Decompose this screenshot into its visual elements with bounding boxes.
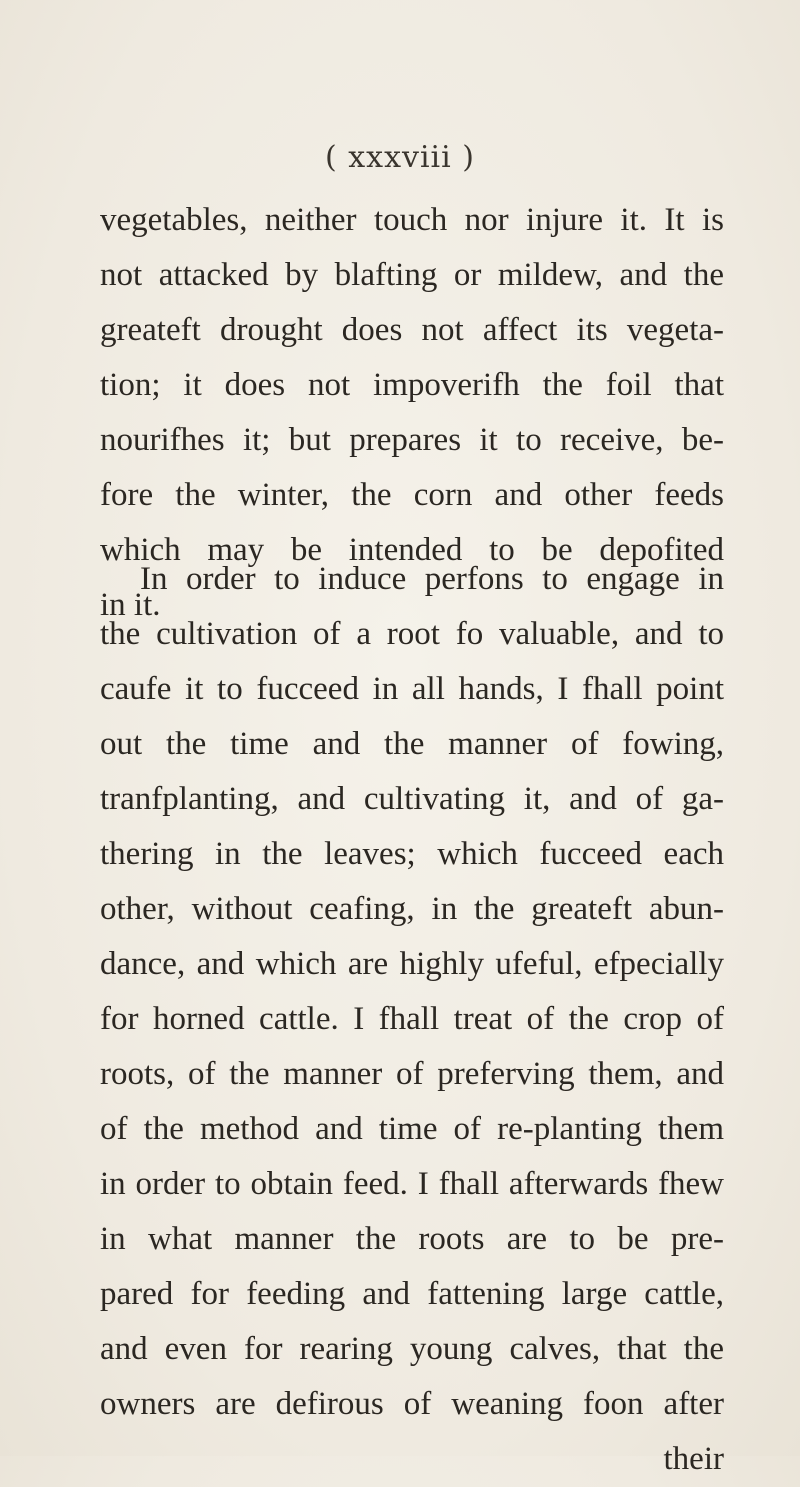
text-line: other, without ceafing, in the greateft abun- — [100, 891, 724, 927]
text-line: not attacked by blafting or mildew, and the — [100, 257, 724, 293]
text-line: thering in the leaves; which fucceed each — [100, 836, 724, 872]
text-line: which may be intended to be depofited — [100, 532, 724, 568]
text-line: for horned cattle. I fhall treat of the crop of — [100, 1001, 724, 1037]
text-line: in order to obtain feed. I fhall afterwards fhew — [100, 1166, 724, 1202]
page-number-header: ( xxxviii ) — [325, 140, 475, 175]
text-line: greateft drought does not affect its vegeta- — [100, 312, 724, 348]
text-line: caufe it to fucceed in all hands, I fhall point — [100, 671, 724, 707]
text-line: roots, of the manner of preferving them, and — [100, 1056, 724, 1092]
catchword: their — [663, 1441, 724, 1477]
text-line: nourifhes it; but prepares it to receive, be- — [100, 422, 724, 458]
text-line: of the method and time of re-planting them — [100, 1111, 724, 1147]
text-line: in it. — [100, 587, 161, 623]
text-line: out the time and the manner of fowing, — [100, 726, 724, 762]
text-line: owners are defirous of weaning foon after — [100, 1386, 724, 1422]
text-line: tion; it does not impoverifh the foil that — [100, 367, 724, 403]
text-line: and even for rearing young calves, that the — [100, 1331, 724, 1367]
text-line: In order to induce perfons to engage in — [140, 561, 724, 597]
text-line: fore the winter, the corn and other feeds — [100, 477, 724, 513]
text-line: dance, and which are highly ufeful, efpecially — [100, 946, 724, 982]
paragraph-2 — [100, 552, 724, 1487]
text-line: in what manner the roots are to be pre- — [100, 1221, 724, 1257]
text-line: vegetables, neither touch nor injure it. It is — [100, 202, 724, 238]
text-line: tranfplanting, and cultivating it, and of ga- — [100, 781, 724, 817]
text-line: pared for feeding and fattening large cattle, — [100, 1276, 724, 1312]
text-line: the cultivation of a root fo valuable, and to — [100, 616, 724, 652]
